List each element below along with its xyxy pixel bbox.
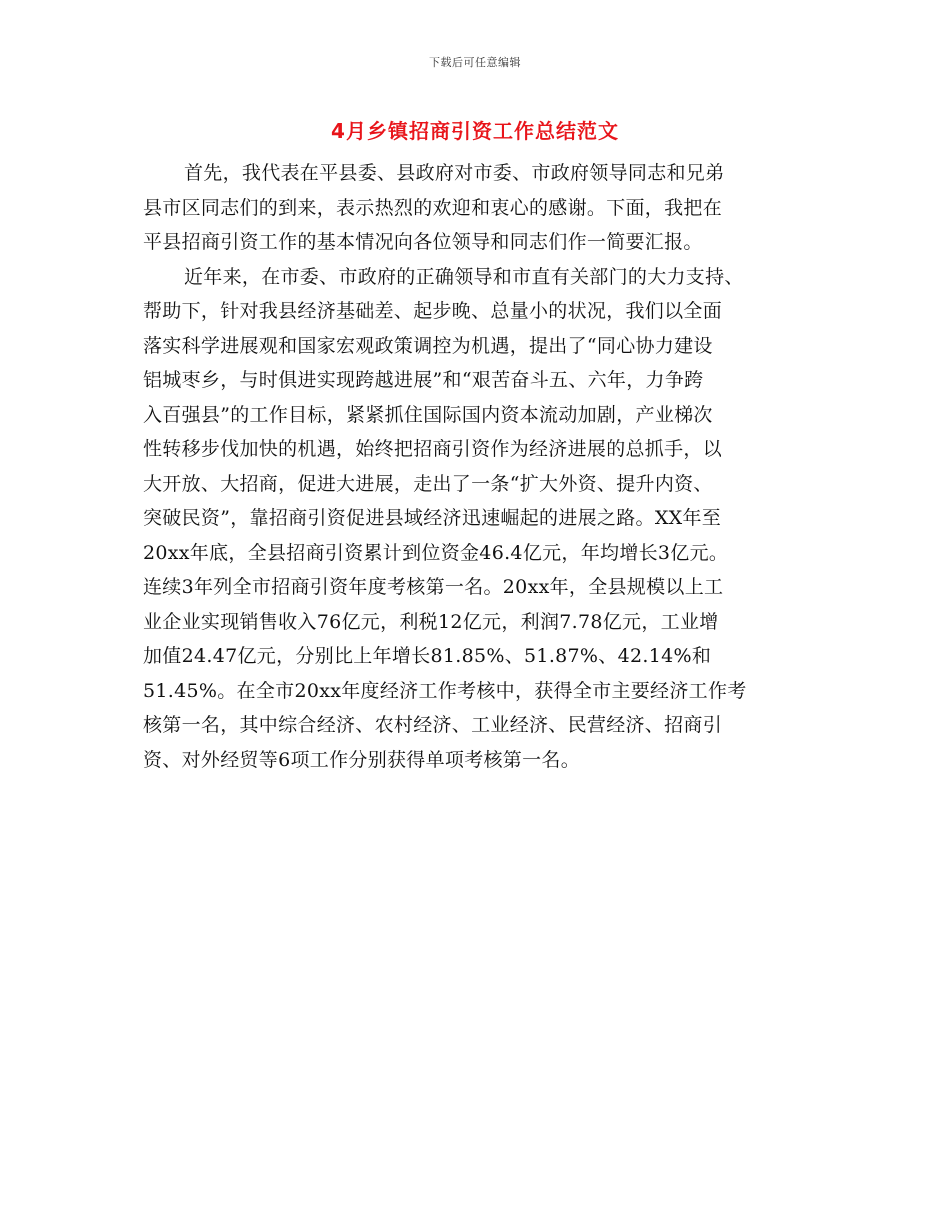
text-line: 帮助下，针对我县经济基础差、起步晚、总量小的状况，我们以全面 xyxy=(143,300,723,322)
text-line: 业企业实现销售收入76亿元，利税12亿元，利润7.78亿元，工业增 xyxy=(143,610,719,633)
text-line: 大开放、大招商，促进大进展，走出了一条“扩大外资、提升内资、 xyxy=(143,472,713,495)
text-line: 平县招商引资工作的基本情况向各位领导和同志们作一简要汇报。 xyxy=(143,231,703,253)
text-line: 51.45%。在全市20xx年度经济工作考核中，获得全市主要经济工作考 xyxy=(143,679,747,702)
text-line: 落实科学进展观和国家宏观政策调控为机遇，提出了“同心协力建设 xyxy=(143,334,713,357)
text-line: 连续3年列全市招商引资年度考核第一名。20xx年，全县规模以上工 xyxy=(143,576,724,598)
document-body xyxy=(143,156,808,777)
text-line: 核第一名，其中综合经济、农村经济、工业经济、民营经济、招商引 xyxy=(143,714,723,736)
text-line: 入百强县”的工作目标，紧紧抓住国际国内资本流动加剧，产业梯次 xyxy=(143,403,713,426)
paragraph-1 xyxy=(143,156,808,260)
text-line: 首先，我代表在平县委、县政府对市委、市政府领导同志和兄弟 xyxy=(184,162,725,184)
text-line: 20xx年底，全县招商引资累计到位资金46.4亿元，年均增长3亿元。 xyxy=(143,541,729,564)
document-title: 4月乡镇招商引资工作总结范文 xyxy=(331,119,619,143)
text-line: 近年来，在市委、市政府的正确领导和市直有关部门的大力支持、 xyxy=(184,265,744,288)
text-line: 资、对外经贸等6项工作分别获得单项考核第一名。 xyxy=(143,748,580,771)
text-line: 性转移步伐加快的机遇，始终把招商引资作为经济进展的总抓手，以 xyxy=(143,438,723,460)
text-line: 县市区同志们的到来，表示热烈的欢迎和衷心的感谢。下面，我把在 xyxy=(143,196,723,219)
header-note: 下载后可任意编辑 xyxy=(429,56,521,69)
text-line: 加值24.47亿元，分别比上年增长81.85%、51.87%、42.14%和 xyxy=(143,645,712,667)
text-line: 突破民资”，靠招商引资促进县域经济迅速崛起的进展之路。XX年至 xyxy=(143,507,722,529)
text-line: 铝城枣乡，与时俱进实现跨越进展”和“艰苦奋斗五、六年，力争跨 xyxy=(143,369,704,391)
paragraph-2 xyxy=(143,260,808,778)
